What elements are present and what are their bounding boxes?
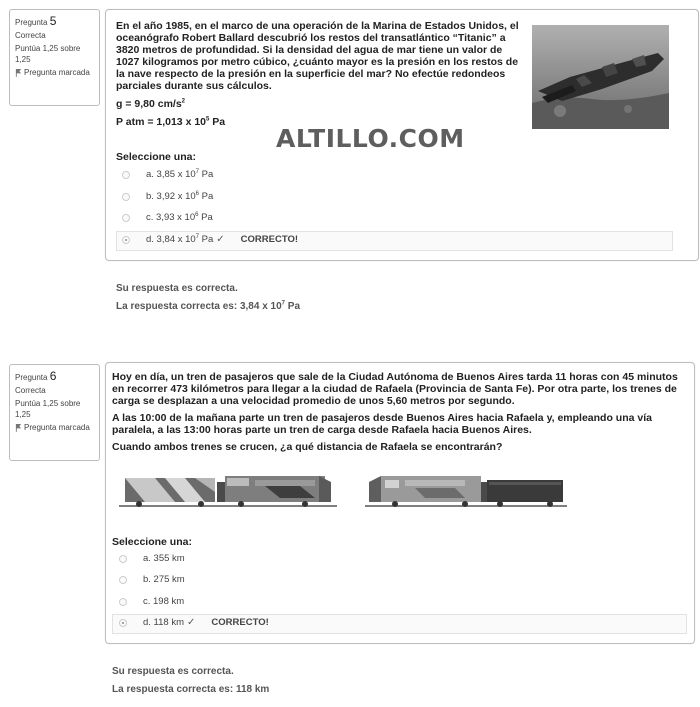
q6-question-text bbox=[112, 371, 687, 453]
q6-paragraph-3: Cuando ambos trenes se crucen, ¿a qué distancia de Rafaela se encontrarán? bbox=[112, 441, 503, 453]
q5-gravity-base: g = 9,80 cm/s bbox=[116, 98, 182, 110]
q5-feedback-result: Su respuesta es correcta. bbox=[116, 283, 238, 294]
q5-patm-unit: Pa bbox=[209, 116, 226, 128]
q5-info-panel bbox=[9, 9, 100, 106]
titanic-wreck-image bbox=[532, 25, 669, 129]
q5-radio-b[interactable] bbox=[122, 193, 130, 201]
q5-gravity-exp: 2 bbox=[181, 98, 186, 105]
q5-question-text bbox=[116, 20, 526, 128]
q5-option-b-unit: Pa bbox=[199, 191, 214, 202]
q5-option-c-base: c. 3,93 x 10 bbox=[146, 212, 196, 223]
q6-option-c[interactable] bbox=[143, 593, 184, 611]
q5-option-a-unit: Pa bbox=[199, 169, 214, 180]
q5-correct-label: CORRECTO! bbox=[240, 234, 299, 245]
q5-option-b-base: b. 3,92 x 10 bbox=[146, 191, 196, 202]
q5-option-d-unit: Pa bbox=[199, 234, 214, 245]
q5-feedback-answer-exp: 7 bbox=[281, 300, 285, 307]
check-icon: ✓ bbox=[187, 617, 196, 628]
q6-option-d-label: d. 118 km bbox=[143, 617, 185, 628]
trains-picture bbox=[115, 468, 570, 510]
q5-patm-exp: 5 bbox=[206, 116, 210, 123]
q5-option-d[interactable] bbox=[146, 231, 298, 249]
q6-option-b[interactable] bbox=[143, 571, 185, 589]
q5-radio-c[interactable] bbox=[122, 214, 130, 222]
q5-gravity bbox=[116, 98, 526, 110]
q6-correct-label: CORRECTO! bbox=[211, 617, 269, 628]
q5-option-a[interactable] bbox=[146, 166, 213, 184]
q5-patm-base: P atm = 1,013 x 10 bbox=[116, 116, 206, 128]
q5-radio-d[interactable] bbox=[122, 236, 130, 244]
q5-status: Correcta bbox=[15, 31, 46, 40]
q5-radio-a[interactable] bbox=[122, 171, 130, 179]
q5-option-a-exp: 7 bbox=[195, 168, 199, 175]
q6-option-b-label: b. 275 km bbox=[143, 574, 185, 585]
watermark: ALTILLO.COM bbox=[276, 124, 465, 153]
q6-option-a-label: a. 355 km bbox=[143, 553, 185, 564]
q6-option-d[interactable] bbox=[143, 614, 269, 632]
flag-icon bbox=[15, 423, 22, 432]
q6-feedback-result: Su respuesta es correcta. bbox=[112, 666, 234, 677]
q5-option-c-unit: Pa bbox=[198, 212, 213, 223]
q5-option-c-exp: 6 bbox=[195, 211, 199, 218]
q6-radio-a[interactable] bbox=[119, 555, 127, 563]
q6-info-panel bbox=[9, 364, 100, 461]
q5-feedback-answer-base: La respuesta correcta es: 3,84 x 10 bbox=[116, 301, 282, 312]
q5-flag-toggle[interactable] bbox=[15, 67, 94, 78]
q5-feedback-answer-unit: Pa bbox=[285, 301, 301, 312]
q5-option-c[interactable] bbox=[146, 209, 213, 227]
q6-paragraph-2: A las 10:00 de la mañana parte un tren de pasajeros desde Buenos Aires hacia Rafaela y, empleando una vía paralela, a las 13:00 horas parte un tren de carga desde Rafaela hacia Buenos Aires. bbox=[112, 412, 652, 436]
q6-paragraph-1: Hoy en día, un tren de pasajeros que sale de la Ciudad Autónoma de Buenos Aires tarda 11 horas con 45 minutos en recorrer 473 kilómetros para llegar a la ciudad de Rafaela (Provincia de Santa Fe). Por otra parte, los trenes de carga se desplazan a una velocidad promedio de unos 5,60 metros por segundo. bbox=[112, 371, 678, 407]
flag-icon bbox=[15, 68, 22, 77]
trains-illustration bbox=[115, 468, 570, 510]
q6-flag-label: Pregunta marcada bbox=[24, 423, 90, 432]
q6-question-label: Pregunta bbox=[15, 373, 48, 382]
q6-feedback-answer: La respuesta correcta es: 118 km bbox=[112, 684, 270, 695]
q6-radio-b[interactable] bbox=[119, 576, 127, 584]
q5-question-number: 5 bbox=[49, 14, 57, 28]
q5-question-label: Pregunta bbox=[15, 18, 48, 27]
q5-flag-label: Pregunta marcada bbox=[24, 68, 90, 77]
q6-radio-c[interactable] bbox=[119, 598, 127, 606]
titanic-wreck-picture bbox=[532, 25, 669, 129]
q5-feedback-answer bbox=[116, 298, 300, 316]
q5-option-d-exp: 7 bbox=[195, 233, 199, 240]
q6-question-header bbox=[15, 371, 94, 383]
q6-flag-toggle[interactable] bbox=[15, 422, 94, 433]
q5-question-header bbox=[15, 16, 94, 28]
q5-feedback bbox=[116, 280, 300, 316]
q5-option-b[interactable] bbox=[146, 188, 213, 206]
q6-score: Puntúa 1,25 sobre 1,25 bbox=[15, 399, 81, 419]
q6-status: Correcta bbox=[15, 386, 46, 395]
q5-option-b-exp: 6 bbox=[195, 190, 199, 197]
q5-score: Puntúa 1,25 sobre 1,25 bbox=[15, 44, 81, 64]
q6-question-number: 6 bbox=[49, 369, 57, 383]
q6-feedback bbox=[112, 663, 269, 699]
check-icon: ✓ bbox=[216, 234, 225, 245]
q5-select-label: Seleccione una: bbox=[116, 151, 196, 163]
q5-statement: En el año 1985, en el marco de una operación de la Marina de Estados Unidos, el oceanógrafo Robert Ballard descubrió los restos del transatlántico “Titanic” a 3820 metros de profundidad. Si la densidad del agua de mar tiene un valor de 1027 kilogramos por metro cúbico, ¿cuánto mayor es la presión en los restos de la nave respecto de la presión en la superficie del mar? No efectúe redondeos parciales durante sus cálculos. bbox=[116, 20, 519, 92]
q6-option-a[interactable] bbox=[143, 550, 185, 568]
q5-option-d-base: d. 3,84 x 10 bbox=[146, 234, 196, 245]
q5-option-a-base: a. 3,85 x 10 bbox=[146, 169, 196, 180]
q6-radio-d[interactable] bbox=[119, 619, 127, 627]
q6-select-label: Seleccione una: bbox=[112, 536, 192, 548]
q6-option-c-label: c. 198 km bbox=[143, 596, 185, 607]
